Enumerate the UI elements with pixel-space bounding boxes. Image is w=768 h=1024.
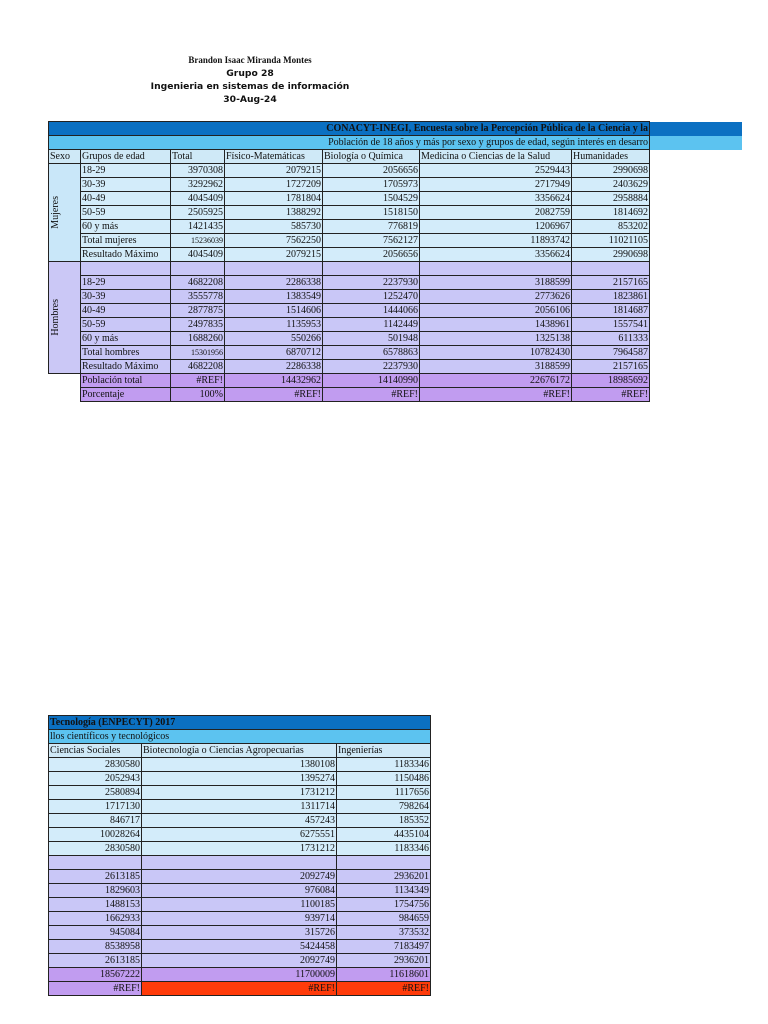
table-subtitle-row [49, 136, 743, 150]
table-cell: 2092749 [142, 870, 337, 884]
table-cell: #REF! [572, 388, 650, 402]
table-cell: 1100185 [142, 898, 337, 912]
survey-table-bottom [48, 715, 431, 996]
table-cell: 1781804 [225, 192, 323, 206]
table-row [49, 220, 743, 234]
table-cell: 2717949 [420, 178, 572, 192]
table-cell: 7964587 [572, 346, 650, 360]
table-cell: 2079215 [225, 164, 323, 178]
poblacion-row [49, 968, 431, 982]
table-cell: #REF! [323, 388, 420, 402]
table-cell: 1438961 [420, 318, 572, 332]
table-cell: 1142449 [323, 318, 420, 332]
table-cell: 11893742 [420, 234, 572, 248]
table-cell: 945084 [49, 926, 142, 940]
table-row [49, 360, 743, 374]
table-cell: 1514606 [225, 304, 323, 318]
table-cell: 1135953 [225, 318, 323, 332]
table-cell: 4045409 [171, 248, 225, 262]
document-header [120, 54, 380, 106]
table-cell: 1150486 [337, 772, 431, 786]
table-cell: 1206967 [420, 220, 572, 234]
sexo-text: Mujeres [50, 196, 61, 229]
table-row [49, 884, 431, 898]
table-cell: 6578863 [323, 346, 420, 360]
table-cell: 2773626 [420, 290, 572, 304]
table-row [49, 290, 743, 304]
table-cell: 2497835 [171, 318, 225, 332]
table-cell: 2056656 [323, 248, 420, 262]
table-cell: 1183346 [337, 758, 431, 772]
table-row [49, 276, 743, 290]
poblacion-row [49, 374, 743, 388]
porcentaje-row [49, 982, 431, 996]
table-cell: 6870712 [225, 346, 323, 360]
table-cell: 50-59 [81, 318, 171, 332]
table-row [49, 234, 743, 248]
sexo-label [49, 262, 81, 374]
table-row [49, 318, 743, 332]
table-cell: 4045409 [171, 192, 225, 206]
table-title-row [49, 716, 431, 730]
table-subtitle-row [49, 730, 431, 744]
table-row [49, 786, 431, 800]
table-cell: Población total [81, 374, 171, 388]
table-cell: 18985692 [572, 374, 650, 388]
table-cell: 373532 [337, 926, 431, 940]
table-cell: 10028264 [49, 828, 142, 842]
column-header: Físico-Matemáticas [225, 150, 323, 164]
column-header-row [49, 744, 431, 758]
column-header-row [49, 150, 743, 164]
table-cell: 3292962 [171, 178, 225, 192]
table-cell: 6275551 [142, 828, 337, 842]
table-row [49, 192, 743, 206]
table-cell: 2052943 [49, 772, 142, 786]
table-cell: 1325138 [420, 332, 572, 346]
table-cell: 1557541 [572, 318, 650, 332]
table-cell: 315726 [142, 926, 337, 940]
table-cell: 1727209 [225, 178, 323, 192]
table-cell: 11618601 [337, 968, 431, 982]
table-cell: 3555778 [171, 290, 225, 304]
table-cell: #REF! [49, 982, 142, 996]
table-cell: 1388292 [225, 206, 323, 220]
table-cell: 984659 [337, 912, 431, 926]
table-cell: 185352 [337, 814, 431, 828]
table-cell: 2958884 [572, 192, 650, 206]
table-cell: 3356624 [420, 192, 572, 206]
table-cell: 939714 [142, 912, 337, 926]
table-cell: 1731212 [142, 842, 337, 856]
spacer-row [49, 262, 743, 276]
table-cell: 60 y más [81, 332, 171, 346]
table-cell: 18567222 [49, 968, 142, 982]
table-row [49, 346, 743, 360]
table-cell: 2613185 [49, 954, 142, 968]
table-cell: 1814692 [572, 206, 650, 220]
table-row [49, 800, 431, 814]
table-cell: 2056656 [323, 164, 420, 178]
column-header: Ciencias Sociales [49, 744, 142, 758]
table-cell: 2529443 [420, 164, 572, 178]
spacer-row [49, 856, 431, 870]
table-cell: 50-59 [81, 206, 171, 220]
date-label: 30-Aug-24 [223, 94, 277, 105]
table-cell: 30-39 [81, 290, 171, 304]
table-cell: #REF! [142, 982, 337, 996]
column-header: Total [171, 150, 225, 164]
sexo-label [49, 164, 81, 262]
table-cell: 2157165 [572, 360, 650, 374]
table-cell: 1814687 [572, 304, 650, 318]
table-row [49, 926, 431, 940]
table-cell: 2079215 [225, 248, 323, 262]
column-header: Grupos de edad [81, 150, 171, 164]
table-cell: 1717130 [49, 800, 142, 814]
table-cell: 14140990 [323, 374, 420, 388]
table-cell: 776819 [323, 220, 420, 234]
sexo-text: Hombres [50, 299, 61, 336]
table-subtitle: llos científicos y tecnológicos [49, 730, 431, 744]
table-cell: 60 y más [81, 220, 171, 234]
column-header: Biotecnología o Ciencias Agropecuarias [142, 744, 337, 758]
table-cell: 1488153 [49, 898, 142, 912]
table-row [49, 772, 431, 786]
table-cell: 5424458 [142, 940, 337, 954]
table-cell: 1504529 [323, 192, 420, 206]
table-cell: 4682208 [171, 360, 225, 374]
table-cell: 2056106 [420, 304, 572, 318]
porcentaje-row [49, 388, 743, 402]
table-cell: 585730 [225, 220, 323, 234]
table-row [49, 164, 743, 178]
table-cell: 853202 [572, 220, 650, 234]
table-row [49, 206, 743, 220]
table-row [49, 954, 431, 968]
table-cell: 1311714 [142, 800, 337, 814]
table-cell: 2157165 [572, 276, 650, 290]
table-cell: 1444066 [323, 304, 420, 318]
table-cell: 14432962 [225, 374, 323, 388]
table-cell: 2990698 [572, 248, 650, 262]
table-cell: 2830580 [49, 842, 142, 856]
table-cell: 8538958 [49, 940, 142, 954]
table-cell: Resultado Máximo [81, 360, 171, 374]
table-title: Tecnología (ENPECYT) 2017 [49, 716, 431, 730]
table-cell: 11700009 [142, 968, 337, 982]
table-cell: 1380108 [142, 758, 337, 772]
table-cell: Total mujeres [81, 234, 171, 248]
column-header: Ingenierías [337, 744, 431, 758]
table-cell: 3970308 [171, 164, 225, 178]
table-row [49, 898, 431, 912]
table-title: CONACYT-INEGI, Encuesta sobre la Percepción Pública de la Ciencia y la [49, 122, 650, 136]
table-cell: 18-29 [81, 276, 171, 290]
table-cell: 846717 [49, 814, 142, 828]
table-cell: 2082759 [420, 206, 572, 220]
table-cell: 1117656 [337, 786, 431, 800]
table-row [49, 828, 431, 842]
table-cell: Total hombres [81, 346, 171, 360]
table-cell: 2936201 [337, 954, 431, 968]
table-cell: 1252470 [323, 290, 420, 304]
table-cell: 1829603 [49, 884, 142, 898]
table-row [49, 814, 431, 828]
group-label: Grupo 28 [226, 68, 274, 79]
table-cell: 1731212 [142, 786, 337, 800]
table-cell: 501948 [323, 332, 420, 346]
table-cell: 2092749 [142, 954, 337, 968]
table-cell: 7183497 [337, 940, 431, 954]
column-header: Biología o Química [323, 150, 420, 164]
table-cell: #REF! [337, 982, 431, 996]
author-name: Brandon Isaac Miranda Montes [188, 55, 312, 65]
table-cell: 18-29 [81, 164, 171, 178]
table-cell: 40-49 [81, 304, 171, 318]
table-cell: 2830580 [49, 758, 142, 772]
table-cell: 2990698 [572, 164, 650, 178]
table-row [49, 940, 431, 954]
table-cell: 1183346 [337, 842, 431, 856]
table-cell: 3188599 [420, 360, 572, 374]
table-cell: #REF! [420, 388, 572, 402]
table-title-row [49, 122, 743, 136]
table-cell: 1518150 [323, 206, 420, 220]
table-cell: 15236039 [171, 234, 225, 248]
table-row [49, 332, 743, 346]
table-cell: 3188599 [420, 276, 572, 290]
table-cell: Porcentaje [81, 388, 171, 402]
table-cell: 2936201 [337, 870, 431, 884]
table-subtitle: Población de 18 años y más por sexo y grupos de edad, según interés en desarro [49, 136, 650, 150]
table-cell: 1705973 [323, 178, 420, 192]
table-row [49, 870, 431, 884]
table-cell: 2286338 [225, 276, 323, 290]
table-cell: 22676172 [420, 374, 572, 388]
table-cell: 40-49 [81, 192, 171, 206]
table-cell: 2237930 [323, 276, 420, 290]
table-cell: 1754756 [337, 898, 431, 912]
table-row [49, 248, 743, 262]
table-cell: 1421435 [171, 220, 225, 234]
table-cell: 10782430 [420, 346, 572, 360]
program-label: Ingenieria en sistemas de información [150, 81, 350, 92]
table-row [49, 842, 431, 856]
table-cell: #REF! [225, 388, 323, 402]
table-cell: 2403629 [572, 178, 650, 192]
table-cell: 457243 [142, 814, 337, 828]
table-cell: 15301956 [171, 346, 225, 360]
column-header: Medicina o Ciencias de la Salud [420, 150, 572, 164]
table-row [49, 304, 743, 318]
table-cell: 11021105 [572, 234, 650, 248]
table-cell: 976084 [142, 884, 337, 898]
table-cell: 2237930 [323, 360, 420, 374]
column-header: Sexo [49, 150, 81, 164]
table-cell: 4682208 [171, 276, 225, 290]
table-cell: 611333 [572, 332, 650, 346]
table-cell: 2580894 [49, 786, 142, 800]
table-cell: 2877875 [171, 304, 225, 318]
column-header: Humanidades [572, 150, 650, 164]
table-cell: 1395274 [142, 772, 337, 786]
table-cell: 1688260 [171, 332, 225, 346]
survey-table-top [48, 121, 743, 402]
table-row [49, 758, 431, 772]
table-cell: 2286338 [225, 360, 323, 374]
table-cell: 1134349 [337, 884, 431, 898]
table-cell: 3356624 [420, 248, 572, 262]
table-cell: 1662933 [49, 912, 142, 926]
table-cell: Resultado Máximo [81, 248, 171, 262]
table-cell: 7562250 [225, 234, 323, 248]
table-cell: #REF! [171, 374, 225, 388]
table-row [49, 178, 743, 192]
table-cell: 2505925 [171, 206, 225, 220]
table-cell: 550266 [225, 332, 323, 346]
table-cell: 7562127 [323, 234, 420, 248]
table-cell: 4435104 [337, 828, 431, 842]
table-row [49, 912, 431, 926]
table-cell: 100% [171, 388, 225, 402]
table-cell: 30-39 [81, 178, 171, 192]
table-cell: 1823861 [572, 290, 650, 304]
table-cell: 2613185 [49, 870, 142, 884]
table-cell: 798264 [337, 800, 431, 814]
table-cell: 1383549 [225, 290, 323, 304]
